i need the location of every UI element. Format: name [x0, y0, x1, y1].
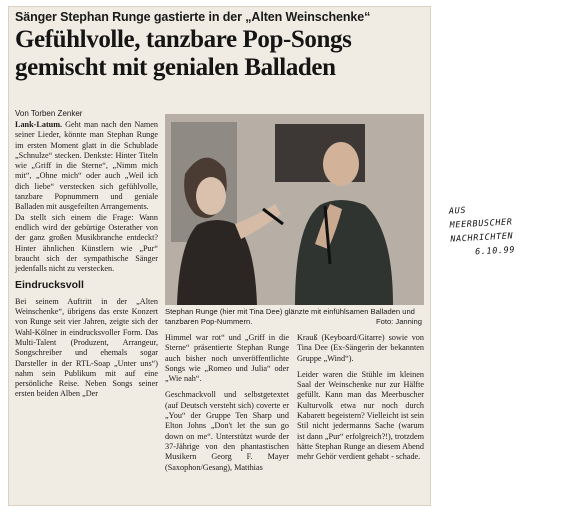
- headline-line-2: gemischt mit genialen Balladen: [15, 54, 336, 81]
- paragraph: Krauß (Keyboard/Gitarre) sowie von Tina Dee (Ex-Sängerin der bekannten Gruppe „Wind“).: [297, 333, 424, 363]
- caption-text: Stephan Runge (hier mit Tina Dee) glänzte mit einfühlsamen Balladen und tanzbaren Pop-Nummern.: [165, 307, 415, 326]
- paragraph: [15, 120, 158, 213]
- man-face: [323, 142, 359, 186]
- article-column-3: [297, 333, 424, 463]
- note-line-3: NACHRICHTEN: [450, 231, 514, 245]
- photo-credit: Foto: Janning: [375, 316, 422, 326]
- note-line-4: 6.10.99: [474, 245, 516, 258]
- paragraph: Leider waren die Stühle im kleinen Saal der Weinschenke nur zur Hälfte gefüllt. Kann man das Meerbuscher Kulturvolk etwa nur noch durch Kabarett begeistern? Vielleicht ist sein Stil nicht jedermanns Sache (warum ist dann „Pur“ erfolgreich?!), trotzdem hätte Stephan Runge an diesem Abend mehr Gehör verdient gehabt - schade.: [297, 369, 424, 462]
- article-kicker: Sänger Stephan Runge gastierte in der „Alten Weinschenke“: [15, 10, 371, 24]
- newspaper-clipping: [8, 6, 431, 506]
- dateline: Lank-Latum.: [15, 120, 63, 129]
- photo-image: [165, 114, 424, 305]
- section-subhead: Eindrucksvoll: [15, 279, 84, 292]
- paragraph: Geschmackvoll und selbstgetextet (auf Deutsch versteht sich) coverte er „You“ der Gruppe Ten Sharp und Elton Johns „Don't let the sun go down on me“. Unterstützt wurde der 37-Jährige von den phantastischen Musikern Georg F. Mayer (Saxophon/Gesang), Matthias: [165, 390, 289, 472]
- paragraph: Bei seinem Auftritt in der „Alten Weinschenke“, übrigens das erste Konzert von Runge seit vier Jahren, zeigte sich der Wahl-Kölner in eindrucksvoller Form. Das Multi-Talent (Produzent, Arrangeur, Songschreiber und ehemals sogar Darsteller in der RTL-Soap „Unter uns“) nahm sein Publikum mit auf eine persönliche Reise. Neben Songs seiner ersten beiden Alben „Der: [15, 296, 158, 399]
- paragraph: Da stellt sich einem die Frage: Wann endlich wird der gebürtige Osterather von der ganz großen Musikbranche entdeckt? Hinter ähnlichen Künstlern wie „Pur“ braucht sich der sympathische Sänger jedenfalls nicht zu verstecken.: [15, 212, 158, 274]
- handwritten-note: [449, 201, 516, 260]
- paragraph: Himmel war rot“ und „Griff in die Sterne“ präsentierte Stephan Runge auch bisher noch unveröffentlichte Songs wie „Romeo und Julia“ oder „Wie nah“.: [165, 333, 289, 384]
- article-headline: [15, 26, 427, 82]
- article-column-1: [15, 120, 158, 400]
- woman-face: [196, 177, 226, 215]
- article-byline: Von Torben Zenker: [15, 109, 83, 118]
- article-column-2: [165, 333, 289, 473]
- article-photo: [165, 114, 424, 305]
- paragraph-text: Geht man nach den Namen seiner Lieder, könnte man Stephan Runge im ersten Moment glatt in die Schublade „Schnulze“ stecken. Denkste: Hinter Titeln wie „Griff in die Sterne“, „Nimm mich mit“, „Ohne mich“ oder auch „Weil ich dich liebe“ verstecken sich gefühlvolle, tanzbare Popnummern und geniale Balladen mit ausgefeilten Arrangements.: [15, 120, 159, 212]
- headline-line-1: Gefühlvolle, tanzbare Pop-Songs: [15, 26, 352, 53]
- note-line-1: AUS: [448, 205, 467, 217]
- note-line-2: MEERBUSCHER: [449, 217, 513, 231]
- photo-caption: [165, 307, 424, 326]
